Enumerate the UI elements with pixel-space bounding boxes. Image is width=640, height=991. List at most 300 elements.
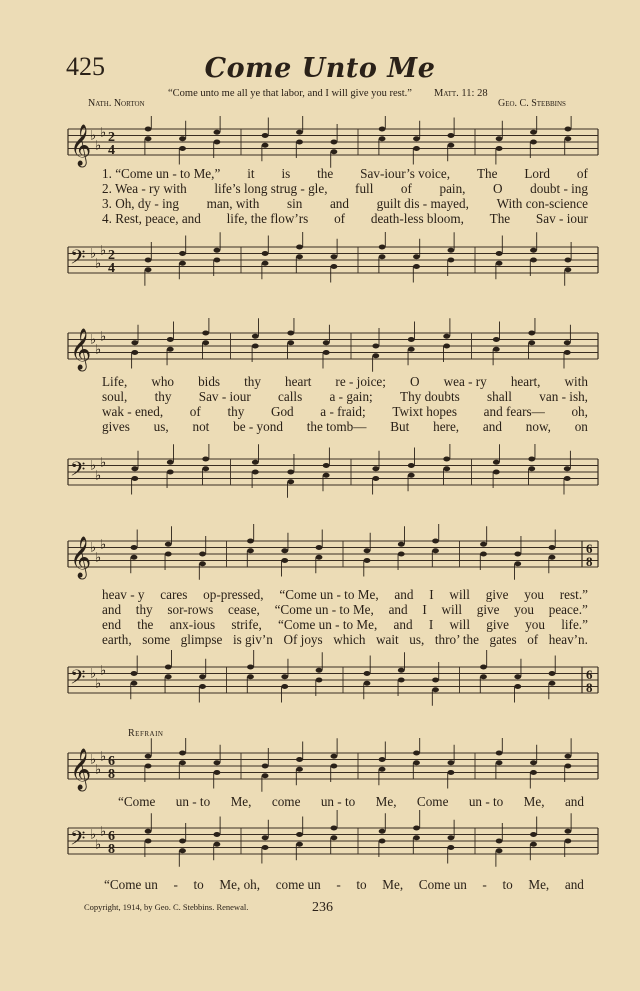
- lyric-word: and: [388, 602, 408, 617]
- note-head: [530, 760, 537, 765]
- lyric-word: soul,: [102, 389, 128, 404]
- note-head: [296, 130, 303, 135]
- note-head: [331, 826, 338, 831]
- lyric-word: on: [574, 419, 588, 434]
- lyric-word: shall: [487, 389, 512, 404]
- lyric-word: -: [336, 877, 341, 892]
- lyric-word: and: [482, 419, 502, 434]
- note-head: [323, 473, 330, 478]
- lyric-word: is giv’n: [232, 632, 273, 647]
- flat-key-icon: ♭: [90, 826, 97, 842]
- note-head: [413, 136, 420, 141]
- lyric-word: Thy doubts: [400, 389, 460, 404]
- note-head: [432, 548, 439, 553]
- lyric-word: calls: [278, 389, 303, 404]
- note-head: [331, 254, 338, 259]
- note-head: [287, 340, 294, 345]
- note-head: [316, 668, 323, 673]
- note-head: [493, 337, 500, 342]
- lyric-word: anx-ious: [169, 617, 216, 632]
- note-head: [528, 466, 535, 471]
- note-head: [167, 337, 174, 342]
- lyric-word: wait: [376, 632, 399, 647]
- lyric-word: Come un: [418, 877, 467, 892]
- lyric-word: life’s long strug - gle,: [214, 181, 328, 196]
- lyric-word: wak - ened,: [102, 404, 164, 419]
- lyric-word: of: [527, 632, 539, 647]
- note-head: [565, 764, 572, 769]
- time-signature-numerator: 6: [108, 754, 115, 769]
- lyric-word: The: [476, 166, 498, 181]
- note-head: [262, 261, 269, 266]
- lyric-word: and: [102, 602, 122, 617]
- note-head: [408, 347, 415, 352]
- note-head: [408, 463, 415, 468]
- system-3-verse-1: [102, 587, 588, 603]
- note-head: [514, 674, 521, 679]
- system-3-bass-staff: [0, 650, 640, 710]
- lyric-word: thy: [154, 389, 172, 404]
- lyric-word: re - joice;: [335, 374, 386, 389]
- author-credit: Nath. Norton: [88, 98, 145, 109]
- lyric-word: and: [394, 587, 414, 602]
- note-head: [530, 832, 537, 837]
- lyric-word: Twixt hopes: [392, 404, 457, 419]
- note-head: [432, 678, 439, 683]
- time-signature-denominator: 8: [108, 842, 115, 857]
- time-signature-numerator: 2: [108, 248, 115, 263]
- lyric-word: will: [441, 602, 463, 617]
- lyric-word: thro’ the: [434, 632, 479, 647]
- note-head: [379, 757, 386, 762]
- lyric-word: Me,: [382, 877, 404, 892]
- lyric-word: to: [502, 877, 513, 892]
- note-head: [530, 258, 537, 263]
- note-head: [331, 754, 338, 759]
- note-head: [179, 839, 186, 844]
- note-head: [398, 542, 405, 547]
- note-head: [199, 561, 206, 566]
- note-head: [145, 829, 152, 834]
- lyric-word: peace.”: [548, 602, 588, 617]
- note-head: [564, 350, 571, 355]
- note-head: [281, 674, 288, 679]
- lyric-word: give: [485, 587, 509, 602]
- composer-credit: Geo. C. Stebbins: [498, 98, 566, 109]
- lyric-word: sin: [286, 196, 303, 211]
- note-head: [262, 835, 269, 840]
- note-head: [448, 835, 455, 840]
- note-head: [549, 545, 556, 550]
- note-head: [530, 140, 537, 145]
- lyric-word: un - to: [320, 794, 356, 809]
- lyric-word: thy: [135, 602, 153, 617]
- lyric-word: gives: [102, 419, 130, 434]
- lyric-word: Sav - iour: [198, 389, 251, 404]
- lyric-word: The: [489, 211, 511, 226]
- lyric-word: you: [525, 617, 545, 632]
- note-head: [296, 767, 303, 772]
- lyric-word: full: [355, 181, 374, 196]
- lyric-word: who: [151, 374, 175, 389]
- note-head: [323, 463, 330, 468]
- note-head: [287, 479, 294, 484]
- system-1-treble-staff: [0, 116, 640, 168]
- note-head: [214, 832, 221, 837]
- note-head: [549, 681, 556, 686]
- note-head: [565, 136, 572, 141]
- lyric-word: will: [449, 587, 470, 602]
- note-head: [167, 347, 174, 352]
- note-head: [364, 558, 371, 563]
- note-head: [530, 842, 537, 847]
- system-2-bass-staff: [0, 444, 640, 500]
- flat-key-icon: ♭: [90, 331, 97, 347]
- lyric-word: But: [390, 419, 410, 434]
- note-head: [379, 254, 386, 259]
- lyric-word: I: [429, 587, 434, 602]
- note-head: [202, 466, 209, 471]
- note-head: [179, 261, 186, 266]
- flat-key-icon: ♭: [90, 245, 97, 261]
- note-head: [316, 545, 323, 550]
- note-head: [514, 552, 521, 557]
- lyric-word: be - yond: [233, 419, 283, 434]
- time-signature-denominator: 8: [586, 680, 593, 695]
- note-head: [179, 146, 186, 151]
- lyric-word: “Come: [118, 794, 156, 809]
- note-head: [262, 764, 269, 769]
- note-head: [448, 143, 455, 148]
- lyric-word: With con-science: [496, 196, 588, 211]
- lyric-word: van - ish,: [539, 389, 588, 404]
- flat-key-icon: ♭: [100, 242, 107, 258]
- note-head: [448, 258, 455, 263]
- lyric-word: and: [329, 196, 349, 211]
- time-signature-denominator: 8: [108, 767, 115, 782]
- lyric-word: “Come un - to Me,: [278, 617, 378, 632]
- note-head: [262, 133, 269, 138]
- lyric-word: of: [189, 404, 201, 419]
- system-3-treble-staff: [0, 524, 640, 584]
- note-head: [413, 760, 420, 765]
- lyric-word: and: [564, 877, 584, 892]
- refrain-bass-staff: [0, 810, 640, 872]
- note-head: [496, 760, 503, 765]
- note-head: [252, 460, 259, 465]
- note-head: [199, 684, 206, 689]
- note-head: [131, 671, 138, 676]
- note-head: [413, 751, 420, 756]
- note-head: [413, 146, 420, 151]
- treble-clef-icon: 𝄞: [70, 329, 92, 369]
- lyric-word: un - to: [175, 794, 211, 809]
- lyric-word: a - gain;: [329, 389, 373, 404]
- flat-key-icon: ♭: [100, 823, 107, 839]
- time-signature-denominator: 4: [108, 143, 115, 158]
- flat-key-icon: ♭: [90, 665, 97, 681]
- flat-key-icon: ♭: [95, 836, 102, 852]
- lyric-word: heart: [285, 374, 312, 389]
- time-signature-numerator: 6: [108, 829, 115, 844]
- note-head: [179, 751, 186, 756]
- lyric-word: bids: [198, 374, 221, 389]
- note-head: [145, 258, 152, 263]
- note-head: [379, 127, 386, 132]
- note-head: [480, 665, 487, 670]
- lyric-word: with: [564, 374, 588, 389]
- note-head: [296, 140, 303, 145]
- note-head: [316, 555, 323, 560]
- note-head: [372, 476, 379, 481]
- lyric-word: “Come un: [104, 877, 158, 892]
- system-3-verse-2: [102, 602, 588, 618]
- note-head: [331, 140, 338, 145]
- note-head: [202, 340, 209, 345]
- system-2-verse-4: [102, 419, 588, 435]
- note-head: [131, 681, 138, 686]
- flat-key-icon: ♭: [95, 761, 102, 777]
- note-head: [145, 839, 152, 844]
- lyric-word: to: [193, 877, 204, 892]
- scripture-reference: Matt. 11: 28: [434, 88, 488, 99]
- system-3-verse-3: [102, 617, 588, 633]
- system-1-verse-4: [102, 211, 588, 227]
- system-2-verse-3: [102, 404, 588, 420]
- note-head: [287, 470, 294, 475]
- note-head: [565, 258, 572, 263]
- flat-key-icon: ♭: [95, 549, 102, 565]
- flat-key-icon: ♭: [100, 124, 107, 140]
- lyric-word: -: [173, 877, 178, 892]
- note-head: [262, 845, 269, 850]
- flat-key-icon: ♭: [90, 457, 97, 473]
- lyric-word: Me, oh,: [219, 877, 261, 892]
- note-head: [296, 842, 303, 847]
- note-head: [296, 832, 303, 837]
- treble-clef-icon: 𝄞: [70, 749, 92, 789]
- lyric-word: Sav-iour’s voice,: [360, 166, 451, 181]
- lyric-word: the: [137, 617, 154, 632]
- note-head: [202, 331, 209, 336]
- note-head: [331, 149, 338, 154]
- note-head: [165, 542, 172, 547]
- lyric-word: wea - ry: [443, 374, 487, 389]
- lyric-word: come: [271, 794, 301, 809]
- lyric-word: death-less bloom,: [370, 211, 464, 226]
- lyric-word: rest.”: [559, 587, 588, 602]
- note-head: [565, 127, 572, 132]
- lyric-word: the: [317, 166, 334, 181]
- lyric-word: come un: [275, 877, 321, 892]
- note-head: [262, 773, 269, 778]
- copyright-notice: Copyright, 1914, by Geo. C. Stebbins. Renewal.: [84, 902, 249, 912]
- note-head: [165, 665, 172, 670]
- note-head: [443, 344, 450, 349]
- flat-key-icon: ♭: [100, 748, 107, 764]
- refrain-lower-lyric: [104, 877, 584, 893]
- note-head: [131, 545, 138, 550]
- note-head: [564, 340, 571, 345]
- lyric-word: 2. Wea - ry with: [102, 181, 187, 196]
- flat-key-icon: ♭: [100, 536, 107, 552]
- note-head: [443, 466, 450, 471]
- time-signature-denominator: 4: [108, 261, 115, 276]
- note-head: [323, 340, 330, 345]
- lyric-word: to: [356, 877, 367, 892]
- note-head: [432, 687, 439, 692]
- note-head: [528, 457, 535, 462]
- lyric-word: heav’n.: [548, 632, 588, 647]
- note-head: [287, 331, 294, 336]
- note-head: [131, 476, 138, 481]
- note-head: [247, 674, 254, 679]
- note-head: [214, 770, 221, 775]
- note-head: [496, 146, 503, 151]
- system-1-verse-2: [102, 181, 588, 197]
- note-head: [145, 764, 152, 769]
- lyric-word: a - fraid;: [320, 404, 366, 419]
- page-number: 236: [312, 900, 333, 915]
- lyric-word: thy: [227, 404, 245, 419]
- system-1-bass-staff: [0, 232, 640, 288]
- note-head: [496, 751, 503, 756]
- system-3-verse-4: [102, 632, 588, 648]
- lyric-word: un - to: [468, 794, 504, 809]
- note-head: [496, 136, 503, 141]
- lyric-word: Me,: [528, 877, 550, 892]
- lyric-word: strife,: [231, 617, 262, 632]
- lyric-word: I: [428, 617, 434, 632]
- lyric-word: you: [514, 602, 534, 617]
- note-head: [131, 555, 138, 560]
- note-head: [480, 542, 487, 547]
- time-signature-numerator: 6: [586, 541, 593, 556]
- note-head: [413, 264, 420, 269]
- lyric-word: which: [333, 632, 366, 647]
- bass-clef-icon: 𝄢: [70, 459, 86, 486]
- note-head: [214, 760, 221, 765]
- lyric-word: God: [270, 404, 294, 419]
- lyric-word: thy: [244, 374, 261, 389]
- treble-clef-icon: 𝄞: [70, 125, 92, 165]
- lyric-word: 3. Oh, dy - ing: [102, 196, 179, 211]
- note-head: [565, 829, 572, 834]
- note-head: [372, 353, 379, 358]
- flat-key-icon: ♭: [90, 539, 97, 555]
- note-head: [398, 552, 405, 557]
- note-head: [514, 684, 521, 689]
- lyric-word: Of joys: [283, 632, 323, 647]
- lyric-word: gates: [489, 632, 517, 647]
- note-head: [145, 127, 152, 132]
- flat-key-icon: ♭: [100, 662, 107, 678]
- lyric-word: 4. Rest, peace, and: [102, 211, 201, 226]
- note-head: [413, 835, 420, 840]
- note-head: [202, 457, 209, 462]
- note-head: [179, 848, 186, 853]
- lyric-word: the tomb—: [306, 419, 367, 434]
- system-2-treble-staff: [0, 318, 640, 374]
- lyric-word: and: [393, 617, 413, 632]
- note-head: [214, 140, 221, 145]
- treble-clef-icon: 𝄞: [70, 537, 92, 577]
- lyric-word: us,: [409, 632, 425, 647]
- note-head: [281, 684, 288, 689]
- lyric-word: O: [410, 374, 420, 389]
- flat-key-icon: ♭: [100, 328, 107, 344]
- note-head: [364, 681, 371, 686]
- note-head: [145, 754, 152, 759]
- note-head: [443, 457, 450, 462]
- lyric-word: of: [334, 211, 346, 226]
- note-head: [145, 136, 152, 141]
- note-head: [281, 558, 288, 563]
- note-head: [214, 248, 221, 253]
- lyric-word: Come: [416, 794, 449, 809]
- note-head: [493, 347, 500, 352]
- note-head: [199, 674, 206, 679]
- lyric-word: life.”: [561, 617, 588, 632]
- note-head: [247, 665, 254, 670]
- note-head: [214, 258, 221, 263]
- note-head: [408, 337, 415, 342]
- note-head: [296, 245, 303, 250]
- lyric-word: “Come un - to Me,: [279, 587, 379, 602]
- epigraph-quote: “Come unto me all ye that labor, and I will give you rest.”: [168, 88, 412, 99]
- lyric-word: of: [576, 166, 588, 181]
- flat-key-icon: ♭: [95, 255, 102, 271]
- lyric-word: cease,: [228, 602, 260, 617]
- note-head: [379, 136, 386, 141]
- note-head: [331, 764, 338, 769]
- lyric-word: not: [192, 419, 210, 434]
- bass-clef-icon: 𝄢: [70, 667, 86, 694]
- lyric-word: some: [142, 632, 171, 647]
- time-signature-numerator: 2: [108, 130, 115, 145]
- note-head: [214, 130, 221, 135]
- lyric-word: Sav - iour: [535, 211, 588, 226]
- note-head: [252, 470, 259, 475]
- note-head: [199, 552, 206, 557]
- note-head: [398, 668, 405, 673]
- lyric-word: Me,: [375, 794, 397, 809]
- hymn-title: Come Unto Me: [204, 53, 436, 84]
- note-head: [167, 460, 174, 465]
- flat-key-icon: ♭: [100, 454, 107, 470]
- note-head: [167, 470, 174, 475]
- lyric-word: glimpse: [180, 632, 223, 647]
- note-head: [413, 254, 420, 259]
- flat-key-icon: ♭: [90, 127, 97, 143]
- note-head: [364, 671, 371, 676]
- note-head: [530, 248, 537, 253]
- lyric-word: pain,: [439, 181, 466, 196]
- lyric-word: Me,: [523, 794, 545, 809]
- note-head: [165, 552, 172, 557]
- note-head: [480, 674, 487, 679]
- lyric-word: you: [524, 587, 544, 602]
- note-head: [493, 460, 500, 465]
- lyric-word: cares: [160, 587, 188, 602]
- lyric-word: and: [564, 794, 584, 809]
- lyric-word: end: [102, 617, 122, 632]
- note-head: [448, 770, 455, 775]
- lyric-word: heav - y: [102, 587, 145, 602]
- lyric-word: 1. “Come un - to Me,”: [102, 166, 221, 181]
- note-head: [131, 340, 138, 345]
- bass-clef-icon: 𝄢: [70, 247, 86, 274]
